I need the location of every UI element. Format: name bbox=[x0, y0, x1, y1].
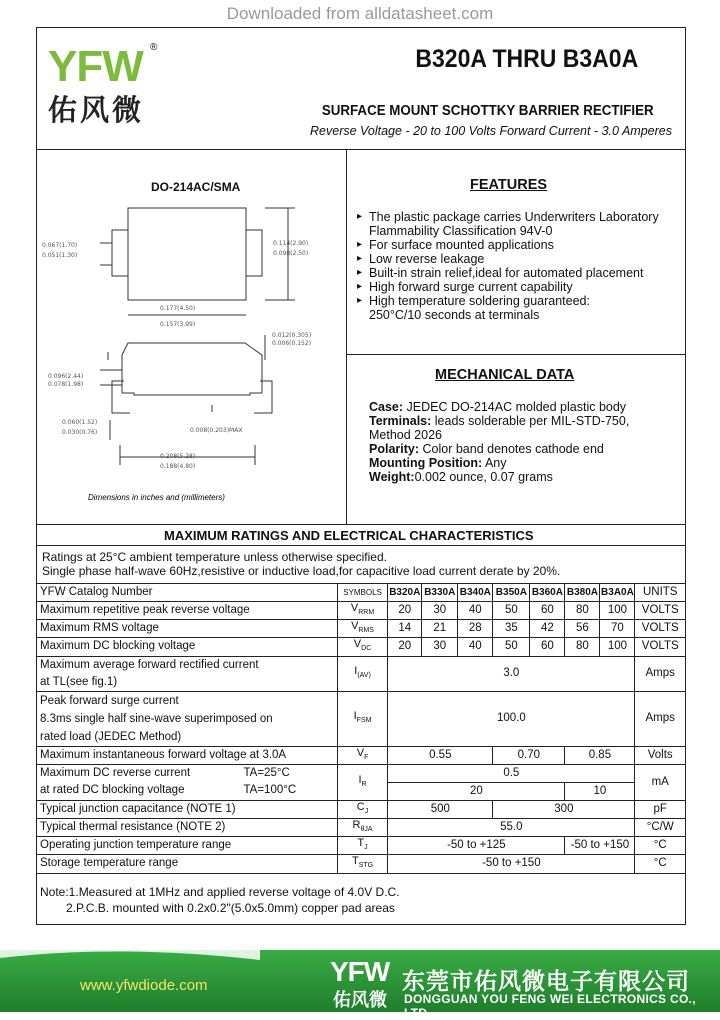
feature-item: ▸ For surface mounted applications bbox=[357, 238, 667, 252]
value-cell: 21 bbox=[422, 620, 458, 638]
value-cell: 42 bbox=[530, 620, 565, 638]
ratings-divider bbox=[37, 524, 685, 525]
part-header: B380A bbox=[565, 584, 600, 602]
value-cell: 20 bbox=[388, 782, 565, 800]
table-row bbox=[37, 855, 686, 873]
table-row bbox=[37, 656, 686, 691]
param-symbol: $V_{DC}$ bbox=[337, 638, 387, 656]
table-row bbox=[37, 638, 686, 656]
logo-chinese: 佑风微 bbox=[48, 95, 145, 127]
value-cell: 100 bbox=[600, 602, 635, 620]
param-label: Maximum repetitive peak reverse voltage bbox=[37, 602, 338, 620]
param-symbol: $T_{STG}$ bbox=[337, 855, 387, 873]
unit-cell: mA bbox=[635, 764, 686, 800]
value-cell: 70 bbox=[600, 620, 635, 638]
value-cell: 500 bbox=[388, 800, 493, 818]
features-divider bbox=[346, 354, 685, 355]
param-symbol: $I_R$ bbox=[337, 764, 387, 800]
part-header: B360A bbox=[530, 584, 565, 602]
svg-text:0.096(2.44): 0.096(2.44) bbox=[48, 373, 84, 380]
features-list bbox=[357, 210, 667, 322]
package-outline-drawing bbox=[40, 195, 312, 515]
svg-text:0.030(0.76): 0.030(0.76) bbox=[62, 429, 98, 436]
value-cell: 20 bbox=[388, 638, 422, 656]
value-cell: -50 to +150 bbox=[565, 837, 635, 855]
registered-mark: ® bbox=[150, 42, 158, 53]
ratings-title-divider bbox=[37, 545, 685, 546]
mechanical-data bbox=[369, 400, 669, 484]
ratings-title: MAXIMUM RATINGS AND ELECTRICAL CHARACTERISTICS bbox=[164, 528, 534, 543]
table-row bbox=[37, 602, 686, 620]
value-cell: 28 bbox=[458, 620, 493, 638]
value-cell: 100 bbox=[600, 638, 635, 656]
unit-cell: VOLTS bbox=[635, 638, 686, 656]
footer-company-chinese: 东莞市佑风微电子有限公司 bbox=[402, 968, 690, 994]
product-subtitle: SURFACE MOUNT SCHOTTKY BARRIER RECTIFIER bbox=[322, 103, 654, 119]
package-caption: Dimensions in inches and (millimeters) bbox=[88, 493, 225, 502]
part-header: B330A bbox=[422, 584, 458, 602]
value-cell: 100.0 bbox=[388, 691, 635, 746]
value-cell: 35 bbox=[493, 620, 530, 638]
footer-logo-latin: YFW bbox=[330, 956, 390, 987]
value-cell: 14 bbox=[388, 620, 422, 638]
value-cell: 30 bbox=[422, 602, 458, 620]
param-label: Maximum RMS voltage bbox=[37, 620, 338, 638]
svg-text:0.078(1.98): 0.078(1.98) bbox=[48, 381, 84, 388]
column-divider bbox=[346, 150, 347, 524]
feature-item: ▸ High temperature soldering guaranteed: 250°C/10 seconds at terminals bbox=[357, 294, 609, 322]
param-symbol: $R_{\theta JA}$ bbox=[337, 818, 387, 836]
footer-band bbox=[0, 950, 720, 1020]
param-symbol: $I_{FSM}$ bbox=[337, 691, 387, 746]
svg-text:0.098(2.50): 0.098(2.50) bbox=[273, 250, 309, 257]
unit-cell: Volts bbox=[635, 746, 686, 764]
units-header: UNITS bbox=[635, 584, 686, 602]
feature-item: ▸ Low reverse leakage bbox=[357, 252, 667, 266]
svg-text:0.051(1.30): 0.051(1.30) bbox=[42, 252, 78, 259]
part-header: B320A bbox=[388, 584, 422, 602]
table-row bbox=[37, 837, 686, 855]
part-header: B3A0A bbox=[600, 584, 635, 602]
param-symbol: $V_{RRM}$ bbox=[337, 602, 387, 620]
param-symbol: $V_F$ bbox=[337, 746, 387, 764]
param-label: Peak forward surge current 8.3ms single half sine-wave superimposed on rated load (JEDEC Method) bbox=[37, 691, 338, 746]
value-cell: 20 bbox=[388, 602, 422, 620]
ratings-intro-1: Ratings at 25°C ambient temperature unless otherwise specified. bbox=[42, 550, 387, 564]
case-label: Case: bbox=[369, 400, 404, 414]
features-heading: FEATURES bbox=[470, 177, 548, 193]
table-row bbox=[37, 620, 686, 638]
value-cell: 30 bbox=[422, 638, 458, 656]
value-cell: 40 bbox=[458, 602, 493, 620]
terminals-label: Terminals: bbox=[369, 414, 432, 428]
part-header: B350A bbox=[493, 584, 530, 602]
table-row bbox=[37, 818, 686, 836]
package-title: DO-214AC/SMA bbox=[151, 180, 241, 194]
value-cell: -50 to +150 bbox=[388, 855, 635, 873]
unit-cell: °C bbox=[635, 855, 686, 873]
footer-logo-chinese: 佑风微 bbox=[333, 990, 387, 1010]
svg-text:0.188(4.80): 0.188(4.80) bbox=[160, 463, 196, 470]
part-header: B340A bbox=[458, 584, 493, 602]
footer-website-link[interactable]: www.yfwdiode.com bbox=[80, 977, 208, 994]
value-cell: 0.70 bbox=[493, 746, 565, 764]
value-cell: 60 bbox=[530, 638, 565, 656]
feature-item: ▸ Built-in strain relief,ideal for automated placement bbox=[357, 266, 667, 280]
value-cell: 50 bbox=[493, 602, 530, 620]
value-cell: 0.55 bbox=[388, 746, 493, 764]
unit-cell: VOLTS bbox=[635, 620, 686, 638]
value-cell: 80 bbox=[565, 602, 600, 620]
param-label: Maximum instantaneous forward voltage at 3.0A bbox=[37, 746, 338, 764]
weight-label: Weight: bbox=[369, 470, 415, 484]
note-2: 2.P.C.B. mounted with 0.2x0.2"(5.0x5.0mm) copper pad areas bbox=[66, 901, 395, 915]
footer-company-english: DONGGUAN YOU FENG WEI ELECTRONICS CO., LTD bbox=[404, 992, 696, 1020]
brand-logo bbox=[48, 42, 144, 129]
feature-item: ▸ The plastic package carries Underwriters Laboratory Flammability Classification 94V-0 bbox=[357, 210, 667, 238]
param-label: Storage temperature range bbox=[37, 855, 338, 873]
svg-text:0.067(1.70): 0.067(1.70) bbox=[42, 242, 78, 249]
unit-cell: Amps bbox=[635, 691, 686, 746]
ratings-intro-2: Single phase half-wave 60Hz,resistive or inductive load,for capacitive load current derate by 20%. bbox=[42, 564, 561, 578]
param-label: Maximum average forward rectified current at TL(see fig.1) bbox=[37, 656, 338, 691]
value-cell: 0.85 bbox=[565, 746, 635, 764]
param-label: Typical junction capacitance (NOTE 1) bbox=[37, 800, 338, 818]
param-symbol: $T_J$ bbox=[337, 837, 387, 855]
value-cell: 40 bbox=[458, 638, 493, 656]
table-row bbox=[37, 746, 686, 764]
mechanical-heading: MECHANICAL DATA bbox=[435, 367, 575, 383]
param-label: Operating junction temperature range bbox=[37, 837, 338, 855]
svg-text:0.177(4.50): 0.177(4.50) bbox=[160, 305, 196, 312]
param-label: Typical thermal resistance (NOTE 2) bbox=[37, 818, 338, 836]
watermark: Downloaded from alldatasheet.com bbox=[226, 4, 494, 23]
unit-cell: °C/W bbox=[635, 818, 686, 836]
mounting-value: Any bbox=[482, 456, 507, 470]
part-range-title: B320A THRU B3A0A bbox=[415, 45, 638, 73]
value-cell: 10 bbox=[565, 782, 635, 800]
param-label: Maximum DC blocking voltage bbox=[37, 638, 338, 656]
table-row bbox=[37, 764, 686, 782]
param-symbol: $V_{RMS}$ bbox=[337, 620, 387, 638]
table-row bbox=[37, 691, 686, 746]
value-cell: 50 bbox=[493, 638, 530, 656]
logo-latin: YFW bbox=[48, 42, 143, 91]
value-cell: 55.0 bbox=[388, 818, 635, 836]
svg-text:0.012(0.305): 0.012(0.305) bbox=[272, 332, 312, 339]
value-cell: 3.0 bbox=[388, 656, 635, 691]
svg-text:0.114(2.90): 0.114(2.90) bbox=[273, 240, 309, 247]
weight-value: 0.002 ounce, 0.07 grams bbox=[414, 470, 553, 484]
param-symbol: $C_J$ bbox=[337, 800, 387, 818]
svg-text:0.060(1.52): 0.060(1.52) bbox=[62, 419, 98, 426]
value-cell: -50 to +125 bbox=[388, 837, 565, 855]
polarity-label: Polarity: bbox=[369, 442, 420, 456]
table-header-row bbox=[37, 584, 686, 602]
svg-text:0.157(3.99): 0.157(3.99) bbox=[160, 321, 196, 328]
svg-text:0.006(0.152): 0.006(0.152) bbox=[272, 340, 312, 347]
value-cell: 56 bbox=[565, 620, 600, 638]
unit-cell: °C bbox=[635, 837, 686, 855]
ratings-table bbox=[36, 583, 686, 874]
header-divider bbox=[37, 149, 685, 150]
table-row bbox=[37, 800, 686, 818]
param-symbol: $I_{(AV)}$ bbox=[337, 656, 387, 691]
mounting-label: Mounting Position: bbox=[369, 456, 483, 470]
value-cell: 0.5 bbox=[388, 764, 635, 782]
svg-text:0.008(0.203)MAX: 0.008(0.203)MAX bbox=[190, 427, 243, 434]
note-1: Note:1.Measured at 1MHz and applied reverse voltage of 4.0V D.C. bbox=[40, 885, 400, 899]
polarity-value: Color band denotes cathode end bbox=[419, 442, 604, 456]
unit-cell: Amps bbox=[635, 656, 686, 691]
value-cell: 300 bbox=[493, 800, 635, 818]
terminals-value: leads solderable per MIL-STD-750, Method 2026 bbox=[369, 414, 630, 442]
unit-cell: pF bbox=[635, 800, 686, 818]
catalog-header: YFW Catalog Number bbox=[37, 584, 338, 602]
param-label: Maximum DC reverse current TA=25°C at rated DC blocking voltage TA=100°C bbox=[37, 764, 338, 800]
unit-cell: VOLTS bbox=[635, 602, 686, 620]
value-cell: 60 bbox=[530, 602, 565, 620]
case-value: JEDEC DO-214AC molded plastic body bbox=[403, 400, 627, 414]
feature-item: ▸ High forward surge current capability bbox=[357, 280, 667, 294]
ratings-summary: Reverse Voltage - 20 to 100 Volts Forward Current - 3.0 Amperes bbox=[310, 124, 672, 138]
symbols-header: SYMBOLS bbox=[337, 584, 387, 602]
value-cell: 80 bbox=[565, 638, 600, 656]
svg-text:0.208(5.28): 0.208(5.28) bbox=[160, 453, 196, 460]
